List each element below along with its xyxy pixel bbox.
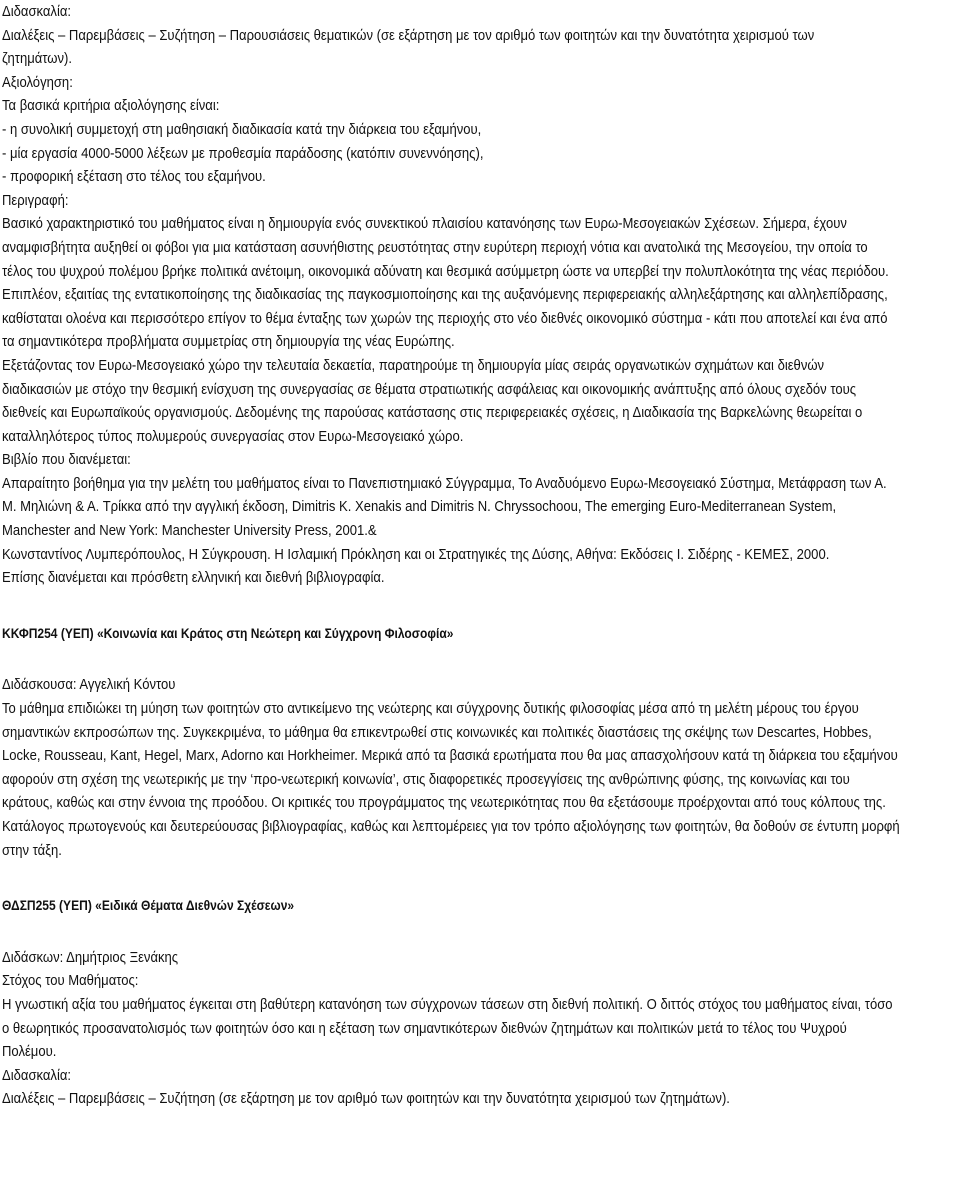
section-course-kkfp254	[2, 622, 956, 862]
label-assessment: Αξιολόγηση:	[2, 73, 73, 91]
text-line: Βασικό χαρακτηριστικό του μαθήματος είναι η δημιουργία ενός συνεκτικού πλαισίου κατανόησης των Ευρω-Μεσογειακών Σχέσεων. Σήμερα, έχουν	[2, 215, 847, 233]
text-line: Το μάθημα επιδιώκει τη μύηση των φοιτητών στο αντικείμενο της νεώτερης και σύγχρονης δυτικής φιλοσοφίας μέσα από τη μελέτη μέρους του έργου	[2, 700, 859, 718]
spacer	[2, 918, 956, 946]
spacer	[2, 590, 956, 622]
text-line: στην τάξη.	[2, 841, 62, 859]
list-item: - η συνολική συμμετοχή στη μαθησιακή διαδικασία κατά την διάρκεια του εξαμήνου,	[2, 120, 482, 138]
text-line: Διαλέξεις – Παρεμβάσεις – Συζήτηση (σε εξάρτηση με τον αριθμό των φοιτητών και την δυνατότητα χειρισμού των ζητημάτων).	[2, 1090, 730, 1108]
text-line: Manchester and New York: Manchester University Press, 2001.&	[2, 522, 377, 540]
text-line: Η γνωστική αξία του μαθήματος έγκειται στη βαθύτερη κατανόηση των σύγχρονων τάσεων στη διεθνή πολιτική. Ο διττός στόχος του μαθήματος είναι, τόσο	[2, 995, 893, 1013]
text-line: Κωνσταντίνος Λυμπερόπουλος, Η Σύγκρουση. Η Ισλαμική Πρόκληση και οι Στρατηγικές της Δύσης, Αθήνα: Εκδόσεις Ι. Σιδέρης - ΚΕΜΕΣ, 2000.	[2, 545, 830, 563]
text-line: διεθνείς και Ευρωπαϊκούς οργανισμούς. Δεδομένης της παρούσας κατάστασης στις περιφερειακές σχέσεις, η Διαδικασία της Βαρκελώνης θεωρείται ο	[2, 404, 862, 422]
text-line: αφορούν στη σχέση της νεωτερικής με την ‘προ-νεωτερική κοινωνία’, στις διαφορετικές προσεγγίσεις της ανθρώπινης φύσης, της κοινωνίας και του	[2, 770, 850, 788]
text-line: καταλληλότερος τύπος πολυμερούς συνεργασίας στον Ευρω-Μεσογειακό χώρο.	[2, 427, 463, 445]
text-line: Απαραίτητο βοήθημα για την μελέτη του μαθήματος είναι το Πανεπιστημιακό Σύγγραμμα, Το Αναδυόμενο Ευρω-Μεσογειακό Σύστημα, Μετάφραση των Α.	[2, 474, 887, 492]
label-description: Περιγραφή:	[2, 191, 69, 209]
course-heading: ΚΚΦΠ254 (ΥΕΠ) «Κοινωνία και Κράτος στη Νεώτερη και Σύγχρονη Φιλοσοφία»	[2, 624, 454, 641]
label-goal: Στόχος του Μαθήματος:	[2, 972, 139, 990]
text-line: Μ. Μηλιώνη & Α. Τρίκκα από την αγγλική έκδοση, Dimitris K. Xenakis and Dimitris N. Chryssochoou, The emerging Euro-Mediterranean System,	[2, 498, 837, 516]
label-teaching: Διδασκαλία:	[2, 1066, 71, 1084]
list-item: - προφορική εξέταση στο τέλος του εξαμήνου.	[2, 168, 266, 186]
text-line: καθίσταται ολοένα και περισσότερο επίγον το θέμα ένταξης των χωρών της περιοχής στο νέο διεθνές οικονομικό σύστημα - κάτι που αποτελεί και ένα από	[2, 309, 888, 327]
text-line: Επίσης διανέμεται και πρόσθετη ελληνική και διεθνή βιβλιογραφία.	[2, 569, 385, 587]
text-line: Διαλέξεις – Παρεμβάσεις – Συζήτηση – Παρουσιάσεις θεματικών (σε εξάρτηση με τον αριθμό των φοιτητών και την δυνατότητα χειρισμού των	[2, 26, 814, 44]
text-line: Locke, Rousseau, Kant, Hegel, Marx, Adorno και Horkheimer. Μερικά από τα βασικά ερωτήματα που θα μας απασχολήσουν κατά τη διάρκεια του εξαμήνου	[2, 747, 898, 765]
text-line: διαδικασιών με στόχο την θεσμική ενίσχυση της συνεργασίας σε θέματα στρατιωτικής ασφάλειας και οικονομικής ανάπτυξης από όλους σχεδόν τους	[2, 380, 856, 398]
text-line: αναμφισβήτητα αυξηθεί οι φόβοι για μια κατάσταση ασυνήθιστης ρευστότητας στην ευρύτερη περιοχή νότια και ανατολικά της Μεσογείου, την οποία το	[2, 238, 868, 256]
text-line: ο θεωρητικός προσανατολισμός των φοιτητών όσο και η εξέταση των σημαντικότερων διεθνών ζητημάτων και πολιτικών μετά το τέλος του Ψυχρού	[2, 1019, 847, 1037]
label-teaching: Διδασκαλία:	[2, 3, 71, 20]
label-book: Βιβλίο που διανέμεται:	[2, 451, 131, 469]
text-line: Επιπλέον, εξαιτίας της εντατικοποίησης της διαδικασίας της παγκοσμιοποίησης και της αυξανόμενης περιφερειακής αλληλεξάρτησης και αλληλεπίδρασης,	[2, 286, 888, 304]
text-line: τέλος του ψυχρού πολέμου βρήκε πολιτικά ανέτοιμη, οικονομικά αδύνατη και θεσμικά ασύμμετρη ώστε να υπερβεί την πολυπλοκότητα της νέας περιόδου.	[2, 262, 889, 280]
text-line: Πολέμου.	[2, 1043, 57, 1061]
document-page	[2, 0, 956, 1111]
section-course-thdsp255	[2, 894, 956, 1111]
instructor-line: Διδάσκουσα: Αγγελική Κόντου	[2, 676, 176, 694]
course-heading: ΘΔΣΠ255 (ΥΕΠ) «Ειδικά Θέματα Διεθνών Σχέσεων»	[2, 897, 295, 914]
text-line: ζητημάτων).	[2, 50, 72, 68]
text-line: σημαντικών εκπροσώπων της. Συγκεκριμένα, το μάθημα θα επικεντρωθεί στις κοινωνικές και πολιτικές διαστάσεις της σκέψης των Descartes, Hobbes,	[2, 723, 872, 741]
instructor-line: Διδάσκων: Δημήτριος Ξενάκης	[2, 948, 179, 966]
text-line: Κατάλογος πρωτογενούς και δευτερεύουσας βιβλιογραφίας, καθώς και λεπτομέρειες για τον τρόπο αξιολόγησης των φοιτητών, θα δοθούν σε έντυπη μορφή	[2, 818, 900, 835]
text-line: τα σημαντικότερα προβλήματα συμμετρίας στη δημιουργία της νέας Ευρώπης.	[2, 333, 455, 351]
spacer	[2, 645, 956, 673]
text-line: Εξετάζοντας τον Ευρω-Μεσογειακό χώρο την τελευταία δεκαετία, παρατηρούμε τη δημιουργία μίας σειράς οργανωτικών σχημάτων και διεθνών	[2, 356, 825, 374]
list-item: - μία εργασία 4000-5000 λέξεων με προθεσμία παράδοσης (κατόπιν συνεννόησης),	[2, 144, 484, 162]
spacer	[2, 862, 956, 894]
text-line: κράτους, καθώς και στην έννοια της προόδου. Οι κριτικές του προγράμματος της νεωτερικότητας που θα εξετάσουμε προέρχονται από τους κόλπους της.	[2, 794, 886, 812]
section-course-description	[2, 0, 956, 590]
text-line: Τα βασικά κριτήρια αξιολόγησης είναι:	[2, 97, 220, 115]
